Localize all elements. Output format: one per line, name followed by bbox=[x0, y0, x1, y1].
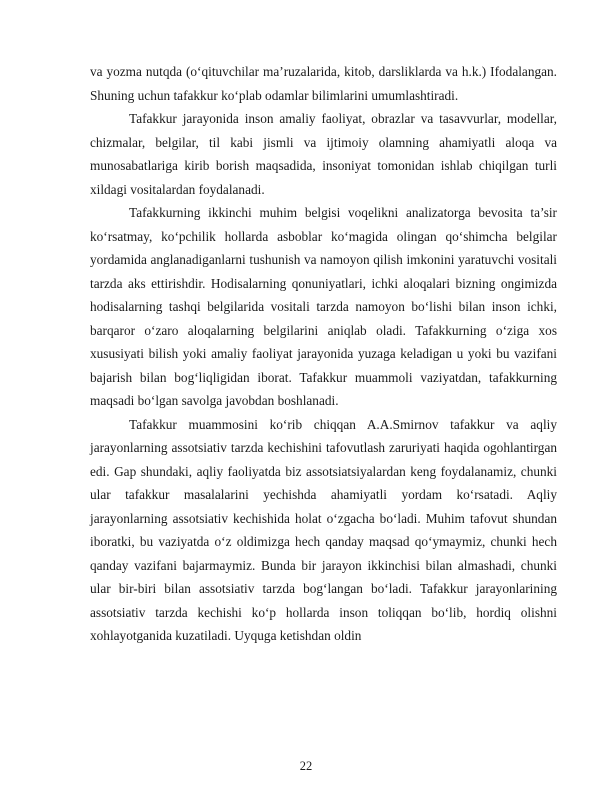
paragraph-2: Tafakkur jarayonida inson amaliy faoliyat, obrazlar va tasavvurlar, modellar, chizmalar, belgilar, til kabi jismli va ijtimoiy olamning ahamiyatli aloqa va munosabatlariga kirib borish maqsadida, insoniyat tomonidan ishlab chiqilgan turli xildagi vositalardan foydalanadi. bbox=[90, 111, 557, 197]
paragraph-1: va yozma nutqda (o‘qituvchilar ma’ruzalarida, kitob, darsliklarda va h.k.) Ifodalangan. Shuning uchun tafakkur ko‘plab odamlar bilimlarini umumlashtiradi. bbox=[90, 64, 557, 103]
page-number: 22 bbox=[299, 759, 313, 773]
document-page bbox=[90, 60, 557, 648]
paragraph-4: Tafakkur muammosini ko‘rib chiqqan A.A.Smirnov tafakkur va aqliy jarayonlarning assotsiativ tarzda kechishini tafovutlash zaruriyati haqida ogohlantirgan edi. Gap shundaki, aqliy faoliyatda biz assotsiatsiyalardan keng foydalanamiz, chunki ular tafakkur masalalarini yechishda ahamiyatli yordam ko‘rsatadi. Aqliy jarayonlarning assotsiativ kechishida holat o‘zgacha bo‘ladi. Muhim tafovut shundan iboratki, bu vaziyatda o‘z oldimizga hech qanday maqsad qo‘ymaymiz, chunki hech qanday vazifani bajarmaymiz. Bunda bir jarayon ikkinchisi bilan almashadi, chunki ular bir-biri bilan assotsiativ tarzda bog‘langan bo‘ladi. Tafakkur jarayonlarining assotsiativ tarzda kechishi ko‘p hollarda inson toliqqan bo‘lib, hordiq olishni xohlayotganida kuzatiladi. Uyquga ketishdan oldin bbox=[90, 416, 557, 643]
paragraph-3: Tafakkurning ikkinchi muhim belgisi voqelikni analizatorga bevosita ta’sir ko‘rsatmay, ko‘pchilik hollarda asboblar ko‘magida olingan qo‘shimcha belgilar yordamida anglanadiganlarni tushunish va namoyon qilish imkonini yaratuvchi vositali tarzda aks ettirishdir. Hodisalarning qonuniyatlari, ichki aloqalari bizning ongimizda hodisalarning tashqi belgilarida vositali tarzda namoyon bo‘lishi bilan inson ichki, barqaror o‘zaro aloqalarning belgilarini aniqlab oladi. Tafakkurning o‘ziga xos xususiyati bilish yoki amaliy faoliyat jarayonida yuzaga keladigan u yoki bu vazifani bajarish bilan bog‘liqligidan iborat. Tafakkur muammoli vaziyatdan, tafakkurning maqsadi bo‘lgan savolga javobdan boshlanadi. bbox=[90, 205, 557, 408]
